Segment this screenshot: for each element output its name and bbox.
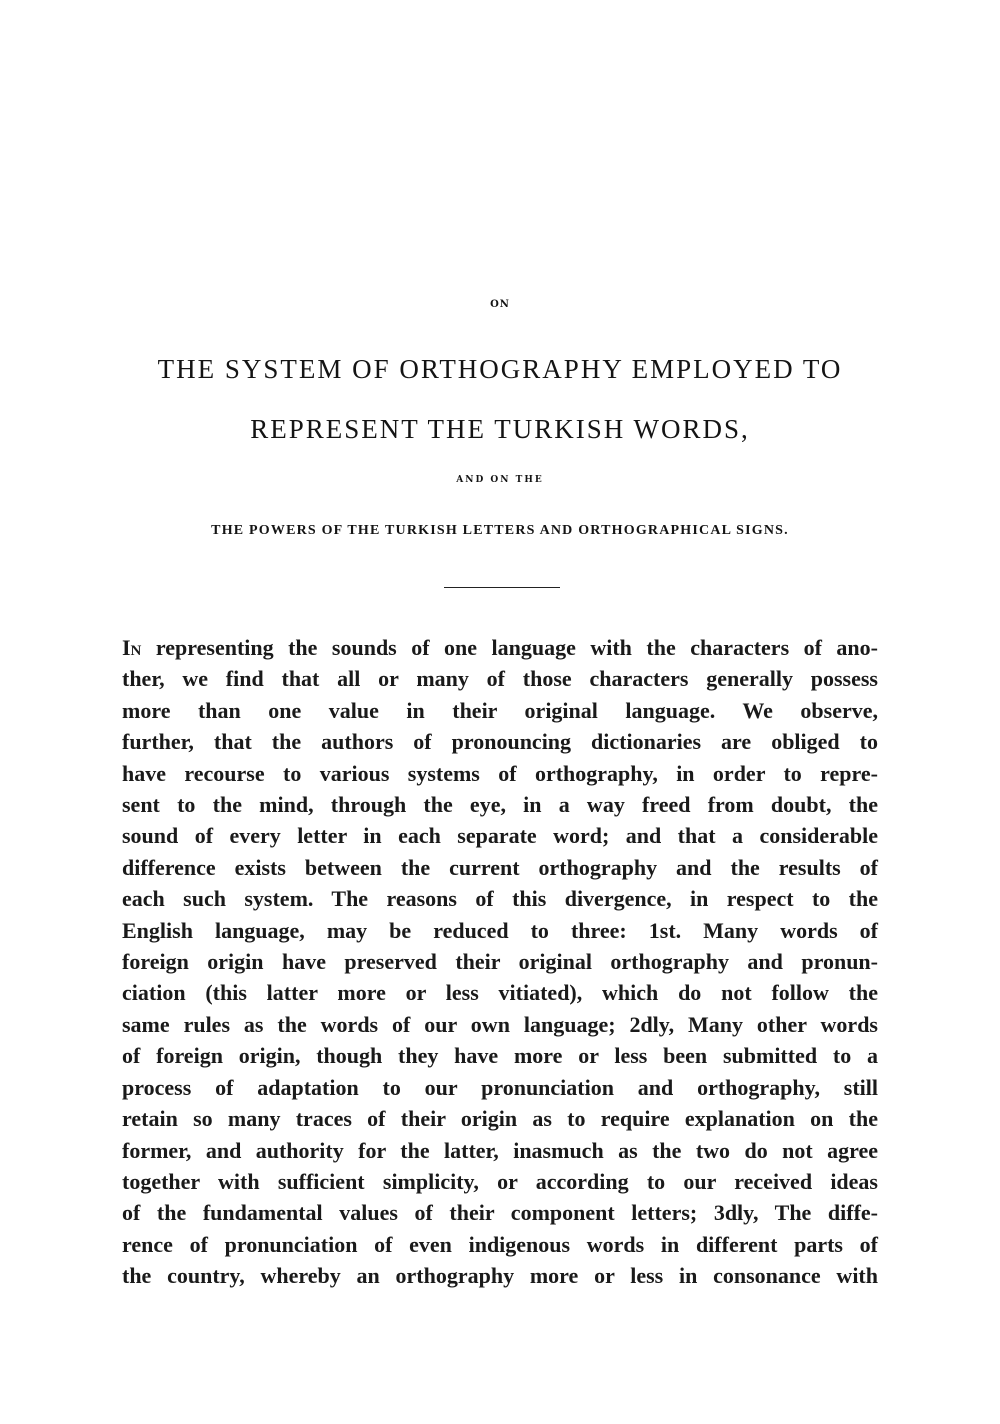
paragraph-line: of the fundamental values of their component letters; 3dly, The diffe- <box>122 1200 878 1226</box>
paragraph-line: ciation (this latter more or less vitiated), which do not follow the <box>122 980 878 1006</box>
paragraph-line: former, and authority for the latter, inasmuch as the two do not agree <box>122 1137 878 1163</box>
subtitle: THE POWERS OF THE TURKISH LETTERS AND ORTHOGRAPHICAL SIGNS. <box>211 523 789 538</box>
paragraph-line: In representing the sounds of one language with the characters of ano- <box>122 635 878 660</box>
paragraph-line: process of adaptation to our pronunciation and orthography, still <box>122 1074 878 1100</box>
paragraph-line: sound of every letter in each separate word; and that a considerable <box>122 823 878 849</box>
paragraph-line: each such system. The reasons of this divergence, in respect to the <box>122 886 878 912</box>
paragraph-line: difference exists between the current orthography and the results of <box>122 854 878 880</box>
opening-word: In <box>122 635 142 660</box>
paragraph-line: English language, may be reduced to three: 1st. Many words of <box>122 917 878 943</box>
body-paragraph <box>122 632 878 1292</box>
paragraph-line: of foreign origin, though they have more or less been submitted to a <box>122 1043 878 1069</box>
title-line-1: THE SYSTEM OF ORTHOGRAPHY EMPLOYED TO <box>157 354 843 384</box>
paragraph-line: same rules as the words of our own language; 2dly, Many other words <box>122 1011 878 1037</box>
paragraph-line: the country, whereby an orthography more or less in consonance with <box>122 1263 878 1289</box>
title-line-2: REPRESENT THE TURKISH WORDS, <box>250 414 750 444</box>
paragraph-line: retain so many traces of their origin as to require explanation on the <box>122 1106 878 1132</box>
paragraph-line: foreign origin have preserved their original orthography and pronun- <box>122 949 878 975</box>
section-divider <box>444 587 560 588</box>
paragraph-line: sent to the mind, through the eye, in a way freed from doubt, the <box>122 792 878 818</box>
paragraph-line: ther, we find that all or many of those characters generally possess <box>122 666 878 692</box>
paragraph-line: rence of pronunciation of even indigenous words in different parts of <box>122 1231 878 1257</box>
paragraph-line: have recourse to various systems of orthography, in order to repre- <box>122 760 878 786</box>
paragraph-line: further, that the authors of pronouncing dictionaries are obliged to <box>122 729 878 755</box>
heading-on: ON <box>490 299 510 310</box>
paragraph-line: together with sufficient simplicity, or according to our received ideas <box>122 1168 878 1194</box>
paragraph-line: more than one value in their original language. We observe, <box>122 697 878 723</box>
heading-and-on-the: AND ON THE <box>456 475 544 485</box>
